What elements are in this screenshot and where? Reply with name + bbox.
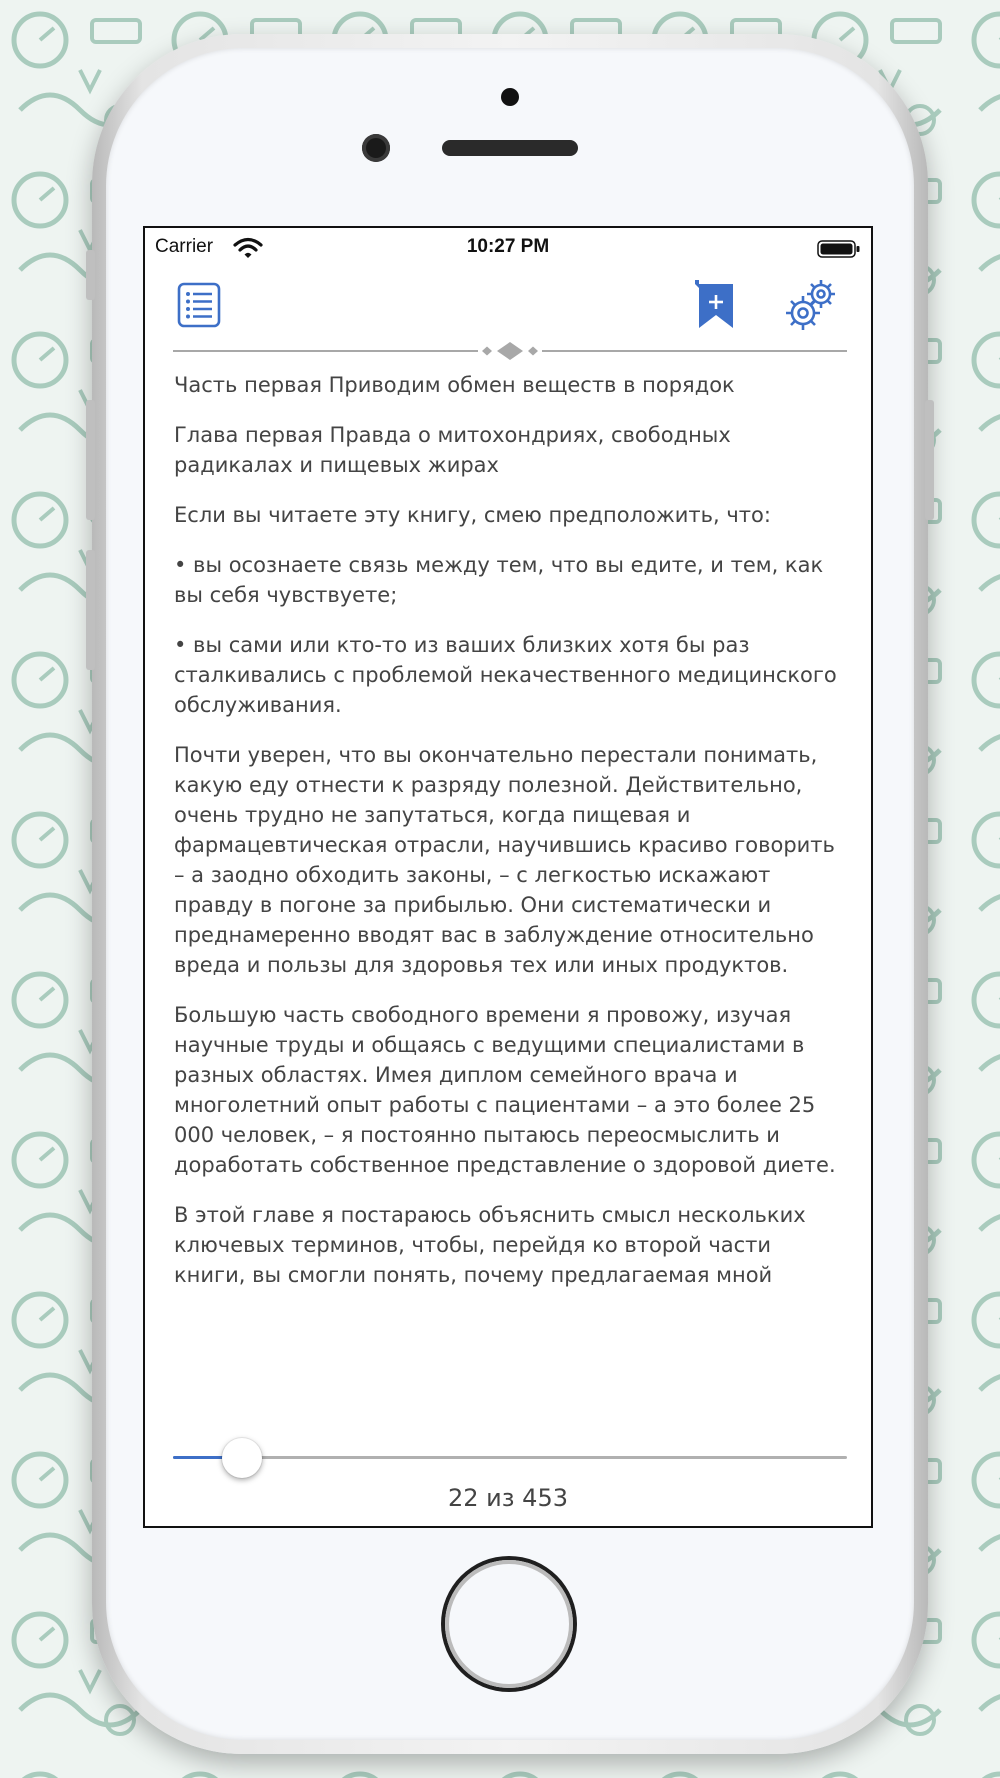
list-icon	[177, 282, 221, 328]
reader-toolbar	[145, 268, 871, 338]
proximity-sensor	[501, 88, 519, 106]
volume-up-button	[86, 400, 95, 520]
page-indicator: 22 из 453	[448, 1484, 568, 1512]
volume-down-button	[86, 550, 95, 670]
slider-thumb[interactable]	[222, 1438, 262, 1478]
status-time: 10:27 PM	[466, 236, 550, 257]
mute-switch	[86, 250, 95, 300]
front-camera	[362, 134, 390, 162]
paragraph: В этой главе я постараюсь объяснить смысл нескольких ключевых терминов, чтобы, перейдя ко второй части книги, вы смогли понять, почему предлагаемая мной	[174, 1203, 806, 1287]
paragraph: Глава первая Правда о митохондриях, свободных радикалах и пищевых жирах	[174, 423, 731, 477]
bookmark-add-icon	[691, 278, 737, 330]
divider-ornament	[173, 340, 847, 362]
carrier-label: Carrier	[155, 236, 214, 257]
page-slider[interactable]	[173, 1438, 847, 1478]
reader-screen	[143, 226, 873, 1528]
power-button	[925, 400, 934, 520]
paragraph: • вы осознаете связь между тем, что вы едите, и тем, как вы себя чувствуете;	[174, 553, 824, 607]
battery-icon	[817, 239, 861, 259]
settings-button[interactable]	[785, 276, 841, 332]
gears-icon	[785, 276, 841, 332]
paragraph: Если вы читаете эту книгу, смею предположить, что:	[174, 503, 771, 527]
paragraph: • вы сами или кто-то из ваших близких хотя бы раз сталкивались с проблемой некачественного медицинского обслуживания.	[174, 633, 837, 717]
table-of-contents-button[interactable]	[177, 282, 221, 328]
book-page-text	[174, 370, 848, 1528]
paragraph: Большую часть свободного времени я провожу, изучая научные труды и общаясь с ведущими специалистами в разных областях. Имея диплом семейного врача и многолетний опыт работы с пациентами – а это более 25 000 человек, – я постоянно пытаюсь переосмыслить и доработать собственное представление о здоровой диете.	[174, 1003, 836, 1177]
earpiece-speaker	[442, 140, 578, 156]
home-button[interactable]	[445, 1560, 573, 1688]
slider-track[interactable]	[173, 1456, 847, 1459]
paragraph: Часть первая Приводим обмен веществ в порядок	[174, 373, 735, 397]
add-bookmark-button[interactable]	[691, 278, 737, 330]
paragraph: Почти уверен, что вы окончательно перестали понимать, какую еду отнести к разряду полезной. Действительно, очень трудно не запутаться, когда пищевая и фармацевтическая отрасли, научившись красиво говорить – а заодно обходить законы, – с легкостью искажают правду в погоне за прибылью. Они систематически и преднамеренно вводят вас в заблуждение относительно вреда и пользы для здоровья тех или иных продуктов.	[174, 743, 835, 977]
status-bar	[145, 228, 871, 268]
